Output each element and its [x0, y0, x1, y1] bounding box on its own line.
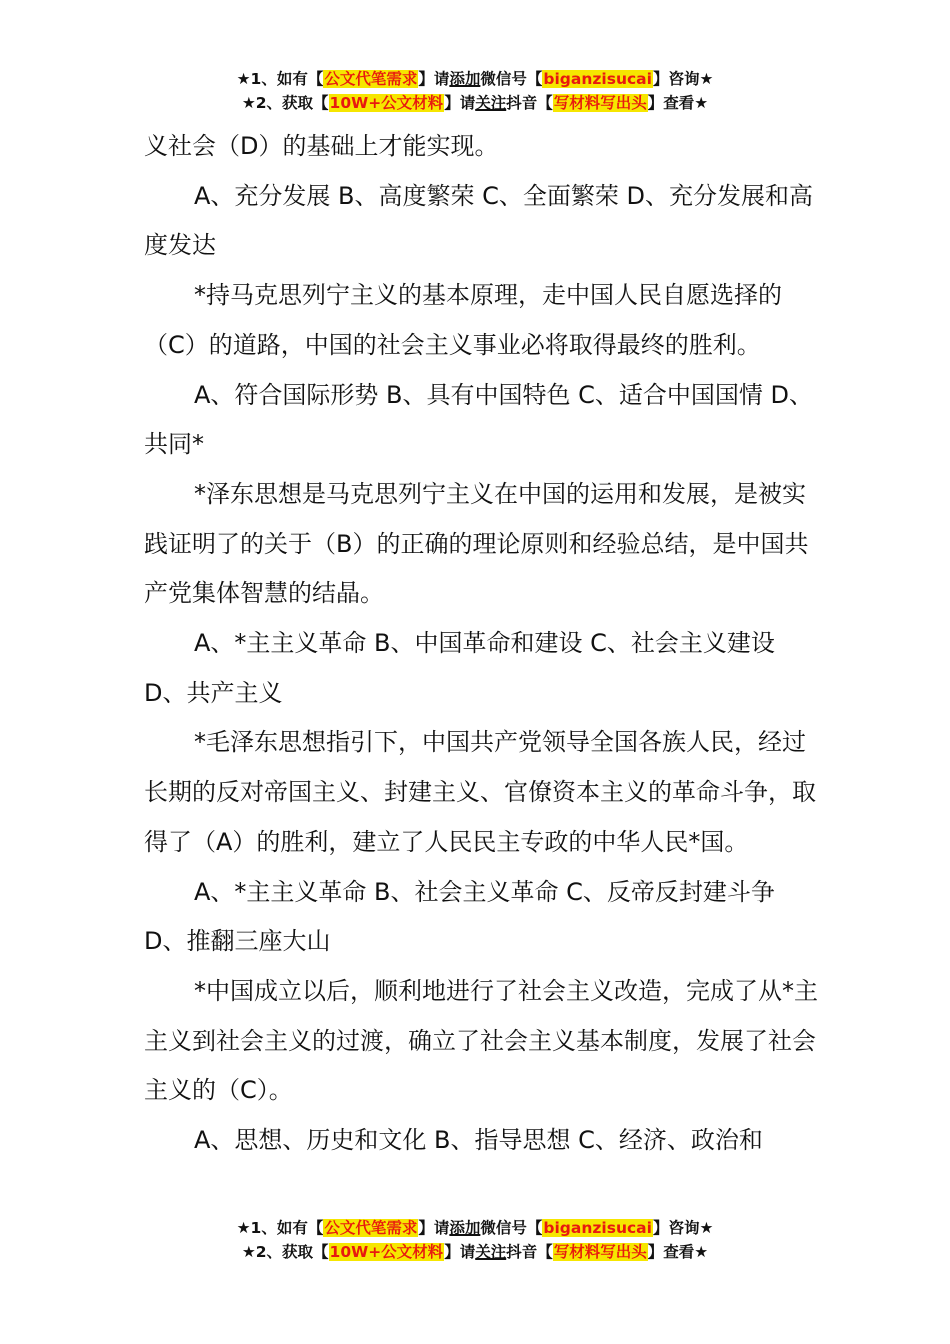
banner-text: 】咨询★	[652, 70, 714, 88]
footer-banner	[0, 1216, 950, 1264]
highlight-service: 公文代笔需求	[324, 70, 418, 88]
options-paragraph: A、*主主义革命 B、社会主义革命 C、反帝反封建斗争 D、推翻三座大山	[144, 877, 783, 956]
highlight-service: 公文代笔需求	[324, 1219, 418, 1237]
document-body	[144, 122, 819, 1166]
options-paragraph: A、*主主义革命 B、中国革命和建设 C、社会主义建设 D、共产主义	[144, 629, 783, 707]
options-paragraph: A、充分发展 B、高度繁荣 C、全面繁荣 D、充分发展和高度发达	[144, 181, 814, 260]
banner-text: 抖音【	[506, 94, 553, 112]
highlight-wechat-id: biganzisucai	[543, 1219, 652, 1237]
banner-text: 】咨询★	[652, 1219, 714, 1237]
banner-text: 】请	[418, 70, 450, 88]
banner-text: ★2、获取【	[241, 1243, 329, 1261]
banner-text: 】查看★	[647, 94, 709, 112]
question-paragraph: *毛泽东思想指引下，中国共产党领导全国各族人民，经过长期的反对帝国主义、封建主义、官僚资本主义的革命斗争，取得了（A）的胜利，建立了人民民主专政的中华人民*国。	[144, 728, 816, 856]
banner-text: ★2、获取【	[241, 94, 329, 112]
paragraph: 义社会（D）的基础上才能实现。	[144, 132, 499, 160]
question-paragraph: *中国成立以后，顺利地进行了社会主义改造，完成了从*主主义到社会主义的过渡，确立了社会主义基本制度，发展了社会主义的（C）。	[144, 976, 818, 1105]
highlight-wechat-id: biganzisucai	[543, 70, 652, 88]
highlight-materials: 10W+公文材料	[329, 94, 444, 112]
footer-line-2	[0, 1240, 950, 1264]
banner-text: ★1、如有【	[236, 70, 324, 88]
header-line-2	[0, 91, 950, 115]
banner-text: 】查看★	[647, 1243, 709, 1261]
banner-underlined-text: 添加	[449, 1219, 481, 1237]
question-paragraph: *持马克思列宁主义的基本原理，走中国人民自愿选择的（C）的道路，中国的社会主义事业必将取得最终的胜利。	[144, 281, 782, 359]
highlight-douyin-account: 写材料写出头	[553, 94, 647, 112]
banner-underlined-text: 添加	[449, 70, 481, 88]
footer-line-1	[0, 1216, 950, 1240]
banner-underlined-text: 关注	[475, 94, 507, 112]
banner-underlined-text: 关注	[475, 1243, 507, 1261]
options-paragraph: A、思想、历史和文化 B、指导思想 C、经济、政治和	[194, 1126, 763, 1155]
header-banner	[0, 67, 950, 115]
highlight-douyin-account: 写材料写出头	[553, 1243, 647, 1261]
banner-text: 微信号【	[480, 1219, 543, 1237]
header-line-1	[0, 67, 950, 91]
banner-text: 】请	[418, 1219, 450, 1237]
options-paragraph: A、符合国际形势 B、具有中国特色 C、适合中国国情 D、共同*	[144, 380, 814, 459]
banner-text: 】请	[444, 94, 476, 112]
banner-text: 】请	[444, 1243, 476, 1261]
banner-text: ★1、如有【	[236, 1219, 324, 1237]
banner-text: 抖音【	[506, 1243, 553, 1261]
banner-text: 微信号【	[480, 70, 543, 88]
question-paragraph: *泽东思想是马克思列宁主义在中国的运用和发展，是被实践证明了的关于（B）的正确的理论原则和经验总结，是中国共产党集体智慧的结晶。	[144, 479, 809, 608]
highlight-materials: 10W+公文材料	[329, 1243, 444, 1261]
